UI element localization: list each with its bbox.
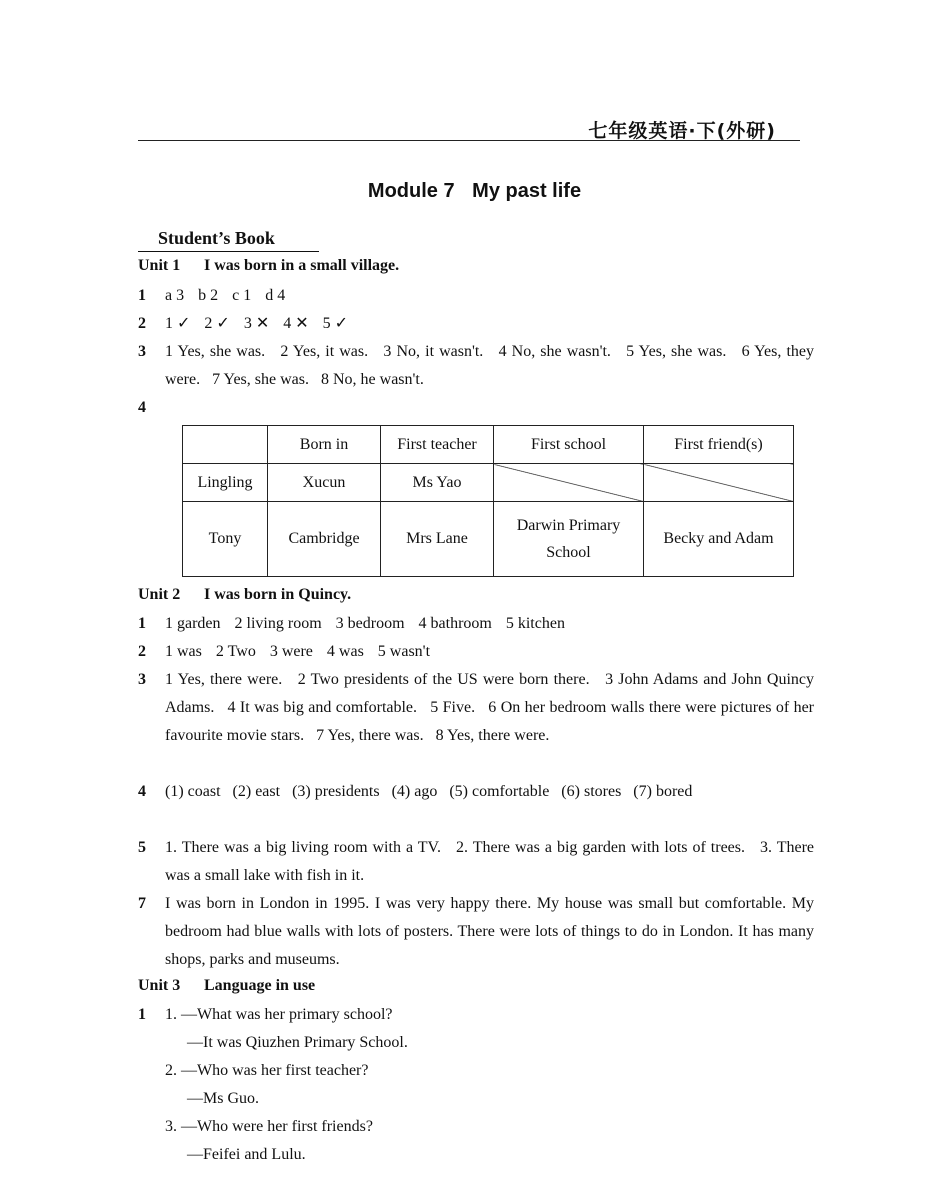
u2-question-3 [138, 666, 818, 750]
u1-question-2 [138, 310, 814, 338]
table-cell: Tony [183, 502, 268, 577]
dialog-question: 1. —What was her primary school? [165, 1006, 393, 1023]
answer: 3 bedroom [335, 615, 405, 632]
answer: 3 were [269, 643, 313, 660]
table-header-cell: First teacher [381, 426, 494, 464]
table-cell: Cambridge [268, 502, 381, 577]
answer: a 3 [165, 287, 185, 304]
answer-text: 1. There was a big living room with a TV. 2. There was a big garden with lots of trees. 3. There was a small lake with fish in it. [165, 839, 818, 884]
u1-question-3 [138, 338, 818, 394]
table-header-cell: First school [494, 426, 644, 464]
answer-text: (1) coast (2) east (3) presidents (4) ago (5) comfortable (6) stores (7) bored [165, 783, 693, 800]
answer: 1 garden [165, 615, 221, 632]
dialog-question: 3. —Who were her first friends? [165, 1118, 373, 1135]
question-number: 7 [138, 895, 146, 912]
unit-3-heading [138, 977, 315, 995]
u2-question-7 [138, 890, 814, 974]
question-number: 1 [138, 287, 146, 304]
dialog-list [165, 1001, 408, 1169]
answer-text: 1 Yes, there were. 2 Two presidents of the US were born there. 3 John Adams and John Quincy Adams. 4 It was big and comfortable. 5 Five. 6 On her bedroom walls there were pictures of her favourite movie stars. 7 Yes, there was. 8 Yes, there were. [165, 671, 818, 744]
unit-title: I was born in a small village. [204, 257, 400, 274]
table-cell: Ms Yao [381, 464, 494, 502]
unit-1-heading [138, 257, 399, 275]
answer: c 1 [232, 287, 252, 304]
table-header-cell: First friend(s) [644, 426, 794, 464]
question-number: 5 [138, 839, 146, 856]
answer: 5 wasn't [377, 643, 431, 660]
dialog-question: 2. —Who was her first teacher? [165, 1062, 369, 1079]
question-number: 2 [138, 643, 146, 660]
question-number: 2 [138, 315, 146, 332]
section-title: Student’s Book [158, 228, 275, 248]
u2-question-1 [138, 610, 814, 638]
answer: 5 ✓ [322, 315, 349, 332]
u2-question-4 [138, 778, 814, 806]
question-number: 1 [138, 1006, 146, 1023]
unit-label: Unit 1 [138, 257, 181, 274]
table-cell-diagonal [644, 464, 794, 502]
table-header-cell [183, 426, 268, 464]
unit-title: Language in use [204, 977, 316, 994]
module-title [0, 180, 949, 203]
question-number: 4 [138, 783, 146, 800]
answer: 1 ✓ [165, 315, 191, 332]
answer-text: I was born in London in 1995. I was very happy there. My house was small but comfortable. My bedroom had blue walls with lots of posters. There were lots of things to do in London. It has many shops, parks and museums. [165, 895, 814, 968]
answer: 3 ✕ [243, 315, 270, 332]
unit-label: Unit 3 [138, 977, 181, 994]
u2-question-2 [138, 638, 814, 666]
section-heading [138, 228, 319, 252]
answer: 1 was [165, 643, 202, 660]
module-name: My past life [472, 180, 582, 202]
table-cell: Lingling [183, 464, 268, 502]
table-cell: Xucun [268, 464, 381, 502]
unit-title: I was born in Quincy. [204, 586, 352, 603]
table-cell: Darwin Primary School [494, 502, 644, 577]
question-number: 3 [138, 343, 146, 360]
page-header [138, 116, 800, 141]
u2-question-5 [138, 834, 818, 890]
dialog-answer: —Feifei and Lulu. [187, 1146, 306, 1163]
answer: 4 was [326, 643, 364, 660]
module-number: Module 7 [367, 180, 455, 202]
answer: 4 ✕ [283, 315, 309, 332]
table-cell: Mrs Lane [381, 502, 494, 577]
unit-2-heading [138, 586, 351, 604]
question-number: 1 [138, 615, 146, 632]
answer: 2 living room [234, 615, 322, 632]
table-cell-diagonal [494, 464, 644, 502]
answer: b 2 [198, 287, 219, 304]
header-title: 七年级英语·下(外研) [588, 120, 776, 142]
dialog-answer: —It was Qiuzhen Primary School. [187, 1034, 408, 1051]
unit-label: Unit 2 [138, 586, 181, 603]
question-number: 4 [138, 399, 146, 416]
answer: 2 ✓ [204, 315, 230, 332]
answer: 4 bathroom [418, 615, 492, 632]
answer: 2 Two [215, 643, 256, 660]
dialog-answer: —Ms Guo. [187, 1090, 260, 1107]
answer-table [182, 425, 794, 577]
answer-text: 1 Yes, she was. 2 Yes, it was. 3 No, it wasn't. 4 No, she wasn't. 5 Yes, she was. 6 Yes, they were. 7 Yes, she was. 8 No, he wasn't. [165, 343, 818, 388]
answer: d 4 [265, 287, 286, 304]
table-header-cell: Born in [268, 426, 381, 464]
u1-question-1 [138, 282, 814, 310]
answer: 5 kitchen [505, 615, 565, 632]
table-cell: Becky and Adam [644, 502, 794, 577]
question-number: 3 [138, 671, 146, 688]
